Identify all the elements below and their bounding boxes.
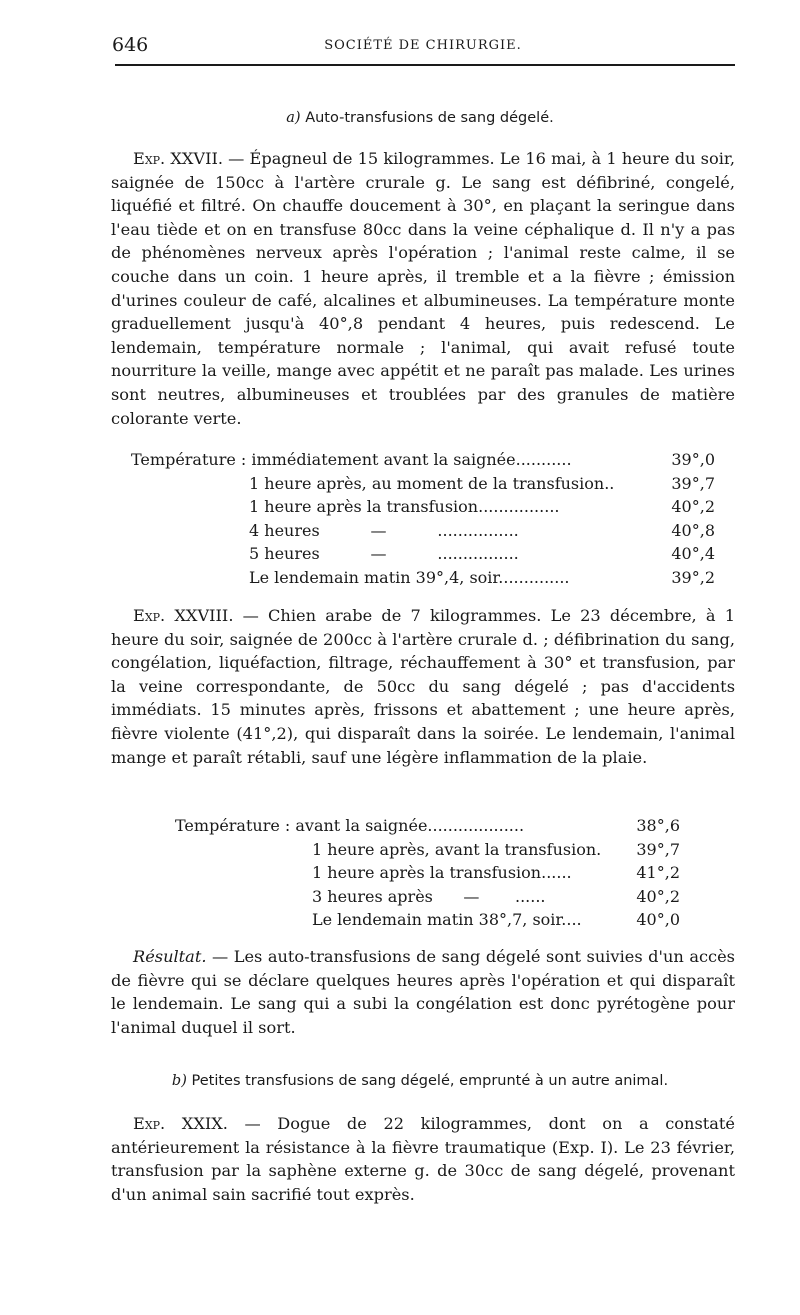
section-b-letter: b) (171, 1073, 187, 1089)
temperature-table-28 (175, 814, 680, 932)
temperature-label: 1 heure après la transfusion...... (312, 863, 572, 882)
temperature-value: 40°,2 (671, 497, 715, 516)
section-a-title: Auto-transfusions de sang dégelé. (305, 110, 554, 126)
temperature-row (175, 861, 680, 885)
temperature-value: 39°,0 (671, 450, 715, 469)
experiment-label: Exp. (133, 606, 166, 625)
temperature-row (175, 885, 680, 909)
temperature-label: Le lendemain matin 39°,4, soir.............. (249, 567, 570, 587)
section-a-heading (100, 110, 740, 126)
temperature-row (175, 908, 680, 932)
experiment-27-paragraph (111, 147, 735, 430)
page-header (112, 28, 734, 64)
result-label: Résultat. (133, 947, 207, 966)
temperature-label: 1 heure après, au moment de la transfusion.. (249, 473, 615, 493)
section-b-title: Petites transfusions de sang dégelé, emprunté à un autre animal. (191, 1073, 669, 1089)
experiment-29-paragraph (111, 1112, 735, 1206)
temperature-value: 40°,0 (636, 910, 680, 929)
result-paragraph (111, 945, 735, 1039)
temperature-row (131, 519, 715, 543)
experiment-28-text: XXVIII. — Chien arabe de 7 kilogrammes. Le 23 décembre, à 1 heure du soir, saignée de 200cc à l'artère crurale d. ; défibrination du sang, congélation, liquéfaction, filtrage, réchauffement à 30° et transfusion, par la veine correspondante, de 50cc du sang dégelé ; pas d'accidents immédiats. 15 minutes après, frissons et abattement ; une heure après, fièvre violente (41°,2), qui disparaît dans la soirée. Le lendemain, l'animal mange et paraît rétabli, sauf une légère inflammation de la plaie. (111, 606, 735, 767)
temperature-label: 3 heures après — ...... (312, 886, 546, 906)
temperature-row (131, 542, 715, 566)
section-b-heading (100, 1073, 740, 1089)
temperature-label: 4 heures — ................ (249, 520, 519, 540)
temperature-row (131, 495, 715, 519)
temperature-label: 5 heures — ................ (249, 544, 519, 563)
temperature-row (131, 448, 715, 472)
temperature-label: Température : immédiatement avant la saignée........... (131, 450, 572, 469)
temperature-label: 1 heure après, avant la transfusion. (312, 839, 602, 859)
experiment-label: Exp. (133, 149, 166, 168)
temperature-value: 39°,7 (671, 473, 715, 493)
page-number: 646 (112, 34, 149, 56)
temperature-label: Température : avant la saignée................... (175, 816, 525, 835)
temperature-row (175, 814, 680, 838)
temperature-row (175, 838, 680, 862)
temperature-row (131, 566, 715, 590)
experiment-29-text: XXIX. — Dogue de 22 kilogrammes, dont on a constaté antérieurement la résistance à la fièvre traumatique (Exp. I). Le 23 février, transfusion par la saphène externe g. de 30cc de sang dégelé, provenant d'un animal sain sacrifié tout exprès. (111, 1114, 735, 1204)
temperature-value: 40°,4 (671, 544, 715, 563)
temperature-value: 41°,2 (636, 863, 680, 882)
experiment-28-paragraph (111, 604, 735, 769)
temperature-value: 40°,2 (636, 886, 680, 906)
experiment-27-text: XXVII. — Épagneul de 15 kilogrammes. Le 16 mai, à 1 heure du soir, saignée de 150cc à l'artère crurale g. Le sang est défibriné, congelé, liquéfié et filtré. On chauffe doucement à 30°, en plaçant la seringue dans l'eau tiède et on en transfuse 80cc dans la veine céphalique d. Il n'y a pas de phénomènes nerveux après l'opération ; l'animal reste calme, il se couche dans un coin. 1 heure après, il tremble et a la fièvre ; émission d'urines couleur de café, alcalines et albumineuses. La température monte graduellement jusqu'à 40°,8 pendant 4 heures, puis redescend. Le lendemain, température normale ; l'animal, qui avait refusé toute nourriture la veille, mange avec appétit et ne paraît pas malade. Les urines sont neutres, albumineuses et troublées par des granules de matière colorante verte. (111, 149, 735, 428)
temperature-table-27 (131, 448, 715, 589)
result-text: — Les auto-transfusions de sang dégelé sont suivies d'un accès de fièvre qui se déclare quelques heures après l'opération et qui disparaît le lendemain. Le sang qui a subi la congélation est donc pyrétogène pour l'animal duquel il sort. (111, 947, 735, 1037)
section-a-letter: a) (286, 110, 301, 126)
temperature-label: 1 heure après la transfusion................ (249, 497, 560, 516)
temperature-value: 39°,7 (636, 839, 680, 859)
header-rule (115, 64, 735, 66)
experiment-label: Exp. (133, 1114, 166, 1133)
running-title: SOCIÉTÉ DE CHIRURGIE. (324, 38, 522, 53)
temperature-value: 38°,6 (636, 816, 680, 835)
temperature-value: 39°,2 (671, 567, 715, 587)
temperature-row (131, 472, 715, 496)
temperature-label: Le lendemain matin 38°,7, soir.... (312, 910, 582, 929)
temperature-value: 40°,8 (671, 520, 715, 540)
